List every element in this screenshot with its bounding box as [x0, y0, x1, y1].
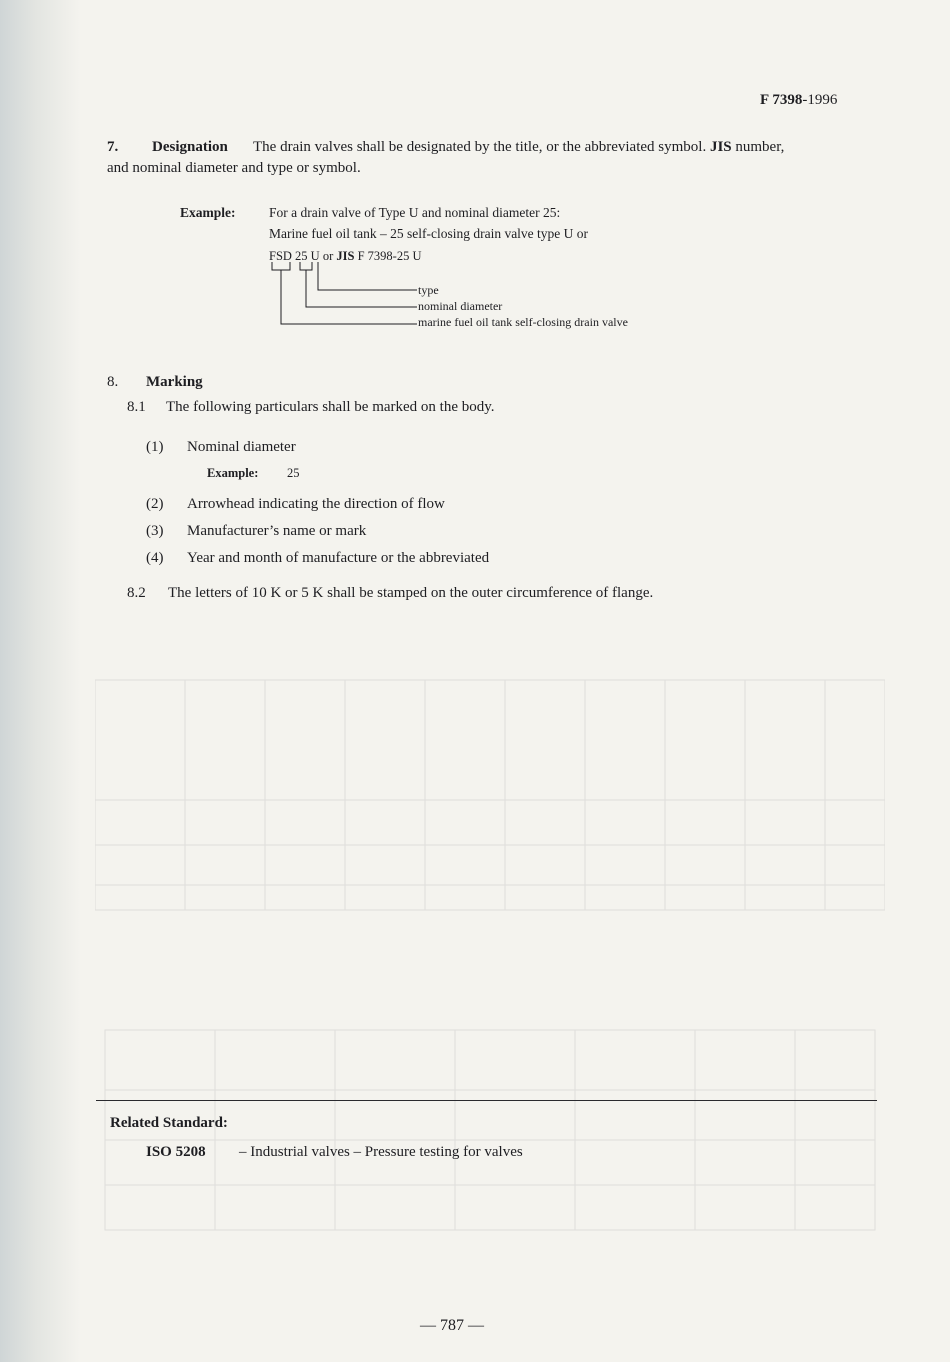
- legend-valve-name: marine fuel oil tank self-closing drain valve: [418, 315, 628, 329]
- code-part: F 7398-25 U: [354, 249, 422, 263]
- legend-nominal-diameter: nominal diameter: [418, 299, 503, 313]
- standard-year: -1996: [802, 92, 838, 108]
- clause-8-2-number: 8.2: [127, 585, 146, 601]
- clause-8-1-number: 8.1: [127, 399, 146, 415]
- section-divider: [96, 1100, 877, 1101]
- text-part: The drain valves shall be designated by the title, or the abbreviated symbol.: [253, 139, 710, 155]
- section-7-number: 7.: [107, 139, 119, 155]
- section-8-number: 8.: [107, 374, 119, 390]
- list-item-number: (1): [146, 439, 164, 455]
- jis-bold: JIS: [336, 249, 355, 263]
- section-8-title: Marking: [146, 374, 203, 390]
- clause-8-2-text: The letters of 10 K or 5 K shall be stamped on the outer circumference of flange.: [168, 585, 654, 601]
- code-part: FSD 25 U or: [269, 249, 337, 263]
- list-item-text: Nominal diameter: [187, 439, 296, 455]
- designation-breakdown-diagram: [262, 258, 432, 330]
- legend-type: type: [418, 283, 439, 297]
- standard-code: F 7398: [760, 92, 803, 108]
- list-item-number: (4): [146, 550, 164, 566]
- related-standard-code: ISO 5208: [146, 1144, 206, 1160]
- section-7-text-line1: [253, 139, 784, 156]
- jis-bold: JIS: [709, 139, 732, 155]
- page-header: [760, 92, 837, 109]
- text-part: number,: [731, 139, 785, 155]
- section-7-title: Designation: [152, 139, 228, 155]
- page-number: — 787 —: [420, 1317, 484, 1334]
- list-item-number: (3): [146, 523, 164, 539]
- example-label: Example:: [180, 205, 236, 220]
- related-standard-title: Related Standard:: [110, 1115, 228, 1131]
- list-item-text: Manufacturer’s name or mark: [187, 523, 367, 539]
- page-edge-shadow: [0, 0, 80, 1362]
- list-item-number: (2): [146, 496, 164, 512]
- marking-example-label: Example:: [207, 466, 259, 480]
- marking-example-value: 25: [287, 466, 300, 480]
- section-7-text-line2: and nominal diameter and type or symbol.: [107, 160, 361, 176]
- clause-8-1-text: The following particulars shall be marked on the body.: [166, 399, 495, 415]
- related-standard-text: – Industrial valves – Pressure testing for valves: [239, 1144, 523, 1160]
- list-item-text: Arrowhead indicating the direction of flow: [187, 496, 445, 512]
- example-line-2: Marine fuel oil tank – 25 self-closing drain valve type U or: [269, 226, 589, 241]
- list-item-text: Year and month of manufacture or the abbreviated: [187, 550, 490, 566]
- example-line-1: For a drain valve of Type U and nominal diameter 25:: [269, 205, 561, 220]
